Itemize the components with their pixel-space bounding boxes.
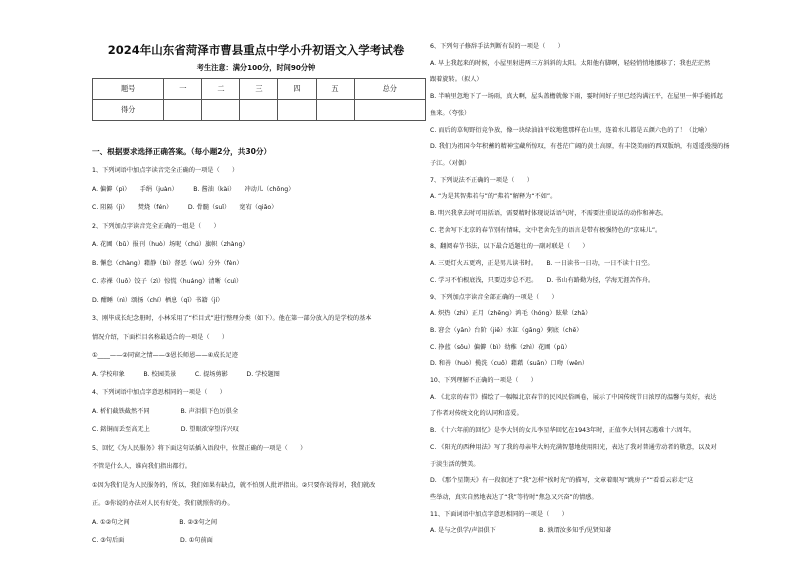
question-line: 9、下列加点字读音全部正确的一项是（ ） [430, 293, 558, 301]
score-header-cell: 五 [316, 79, 354, 100]
question-line: A. 《北京的春节》描绘了一幅幅北京春节的民风民俗画卷，展示了中国传统节日浓厚的温馨与美好，表达 [430, 393, 717, 401]
score-header-cell: 二 [202, 79, 240, 100]
question-line: 鱼来。（夸张） [430, 109, 471, 117]
question-line: C. ③句后面 D. ①句前面 [92, 537, 213, 544]
question-line: ①因为我们是为人民服务的，所以，我们如果有缺点，就不怕别人批评指出。②只要你说得对，我们就改 [92, 481, 376, 489]
question-line: C. 学习不怕根底浅，只要迈步总不迟。 D. 书山有路勤为径，学海无涯苦作舟。 [430, 276, 655, 284]
question-line: A. 学校印象 B. 校园美景 C. 提场剪影 D. 学校题图 [92, 370, 280, 378]
question-line: C. 挣蓝（sōu）偏僻（bì）幼稚（zhì）花圃（pǔ） [430, 343, 571, 351]
exam-title: 2024年山东省菏泽市曹县重点中学小升初语文入学考试卷 [107, 43, 405, 57]
score-table-header-row [93, 79, 426, 100]
question-line: B. 懈怠（chàng）藉静（bì）督恶（wù）分外（fèn） [92, 259, 243, 267]
question-line: 2、下列加点字读音完全正确的一组是（ ） [92, 222, 220, 230]
question-line: A. 是与之俱学/声泪俱下 B. 孰谓汝多知乎/见贤知著 [430, 527, 612, 535]
score-header-cell: 四 [278, 79, 316, 100]
score-blank-cell[interactable] [354, 100, 425, 121]
question-line: B. 半响里忽地下了一场雨，真大啊，屋头盖檐就像下雨，霎时间好子里已经沟满汪平，在屋里一伸手能抓起 [430, 93, 723, 101]
question-line: D. 《那个星期天》有一段叙述了“我”怎样“挨时光”的描写，文章着眼写“跳房子”“看看云彩走”这 [430, 477, 694, 485]
question-line: A. ①②句之间 B. ②③句之间 [92, 518, 218, 526]
score-header-cell: 三 [240, 79, 278, 100]
question-line: 子江。（对偶） [430, 159, 471, 167]
question-line: 3、刚毕成长纪念册时，小林采用了“栏目式”进行整理分类（如下）。他在第一部分放入的是学校的基本 [92, 315, 372, 322]
question-line: B. 窘会（yān）台阶（jiē）水缸（gāng）粥底（chē） [430, 326, 583, 334]
score-header-cell: 总分 [354, 79, 425, 100]
question-line: 5、回忆《为人民服务》将下面这句话插入语段中，位置正确的一项是（ ） [92, 444, 307, 452]
score-blank-cell[interactable] [278, 100, 316, 121]
score-table-score-row [93, 100, 426, 121]
question-line: A. 早上我起来的时候，小屋里射进两三方斜斜的太阳。太阳他有脚啊，轻轻悄悄地挪移了；我也茫茫然 [430, 59, 711, 67]
question-line: A. “为是其智弗若与”的“弗若”解释为“不如”。 [430, 193, 557, 201]
question-line: A. 偏僻（pì） 手绢（juàn） B. 酱油（kài） 冲动儿（chōng） [92, 185, 295, 193]
score-header-cell: 题号 [93, 79, 164, 100]
question-line: C. 《阳光的西种用法》写了我的母亲毕大妈充满智慧地使用阳光，表达了我对普通劳动者的敬意，以及对 [430, 443, 717, 451]
question-line: A. 析们截铁截然不同 B. 声泪俱下色厉俱全 [92, 407, 239, 415]
question-line: 1、下列词语中加点字读音完全正确的一项是（ ） [92, 167, 239, 174]
question-line: A. 三更灯火五更鸡，正是男儿读书时。 B. 一日读书一日功，一日不读十日空。 [430, 260, 654, 268]
section-heading: 一、根据要求选择正确答案。（每小题2分，共30分） [92, 147, 272, 156]
question-line: 11、下面词语中加点字意思相同的一项是（ ） [430, 510, 568, 518]
question-line: 7、下列说法不正确的一项是（ ） [430, 176, 533, 184]
question-line: A. 花圃（bǔ）报刊（huò）场呢（chú）旗帜（zhàng） [92, 241, 249, 248]
question-line: 于淡生活的赞美。 [430, 460, 480, 468]
question-line: C. 阻隔（jì） 焚烧（fén） D. 骨髓（suǐ） 宽宥（qiǎo） [92, 204, 278, 211]
question-line: C. 而后的草甸野衍竞争放，像一块绿油油平纹地毯那样在山里，连着水儿都是五颜六色的了！（比喻） [430, 126, 711, 134]
question-line: 6、下列句子修辞手法判断有误的一项是（ ） [430, 43, 564, 50]
score-blank-cell[interactable] [202, 100, 240, 121]
question-line: B. 明兴我拿去时可用括语，需要精时体现说话语气时，不需要注重说话的动作和神态。 [430, 210, 668, 217]
score-blank-cell[interactable] [316, 100, 354, 121]
score-blank-cell[interactable] [164, 100, 202, 121]
question-line: C. 赤裸（luǒ）饺子（zì）惊慌（huáng）清晰（cuì） [92, 278, 243, 285]
question-line: C. 老舍写下北京的春节别有情味，文中老舍先生的语言是带有极强特色的“京味儿”。 [430, 226, 662, 234]
question-line: 正。③你说的办法对人民有好处，我们就照你的办。 [92, 500, 234, 507]
question-line: 8、翻阅春节书法，以下最合适题壮的一副对联是（ ） [430, 243, 589, 251]
score-header-cell: 一 [164, 79, 202, 100]
question-line: 4、下列词语中加点字意思相同的一项是（ ） [92, 389, 226, 396]
question-line: D. 和善（huò）揽洗（cuō）藉藉（suān）口吻（wěn） [430, 360, 589, 368]
question-line: A. 炽热（zhì）正月（zhēng）鸿毛（hóng）眩晕（zhā） [430, 310, 592, 318]
question-line: B. 《十六年前的回忆》是李大钊的女儿李星华回忆在1943年时，正值李大钊同志遇难十六周年。 [430, 427, 696, 435]
exam-notice: 考生注意：满分100分，时间90分钟 [196, 63, 316, 72]
question-line: D. 我们为祖国今年积蓄的精神宝藏所惊叹，有苍茫广阔的黄土高原，有丰饶美丽的西双版纳，有遥遥漫漫的扬 [430, 143, 730, 151]
score-blank-cell[interactable] [240, 100, 278, 121]
question-line: 跟着旋转。（拟人） [430, 76, 483, 84]
question-line: 些举动，真实自然地表达了“我”等待时“焦急又兴奋”的情感。 [430, 493, 598, 501]
question-line: 10、下列理解不正确的一项是（ ） [430, 377, 537, 384]
question-line: 情况介绍，下面栏目名称最适合的一项是（ ） [92, 333, 229, 341]
question-line: C. 銘铜而丢至高无上 D. 望眼欲穿望洋兴叹 [92, 426, 239, 433]
score-row-label: 得分 [93, 100, 164, 121]
question-line: 了作者对传统文化的认同和喜爱。 [430, 410, 523, 418]
question-line: 不管是什么人，谁向我们指出都行。 [92, 463, 191, 470]
question-line: D. 酣睡（nì）颂扬（chí）栖息（qī）书籍（jí） [92, 296, 224, 304]
question-line: ①____——②同窗之情——③恩长师恩——④成长足迹 [92, 352, 238, 359]
score-table [92, 78, 426, 121]
